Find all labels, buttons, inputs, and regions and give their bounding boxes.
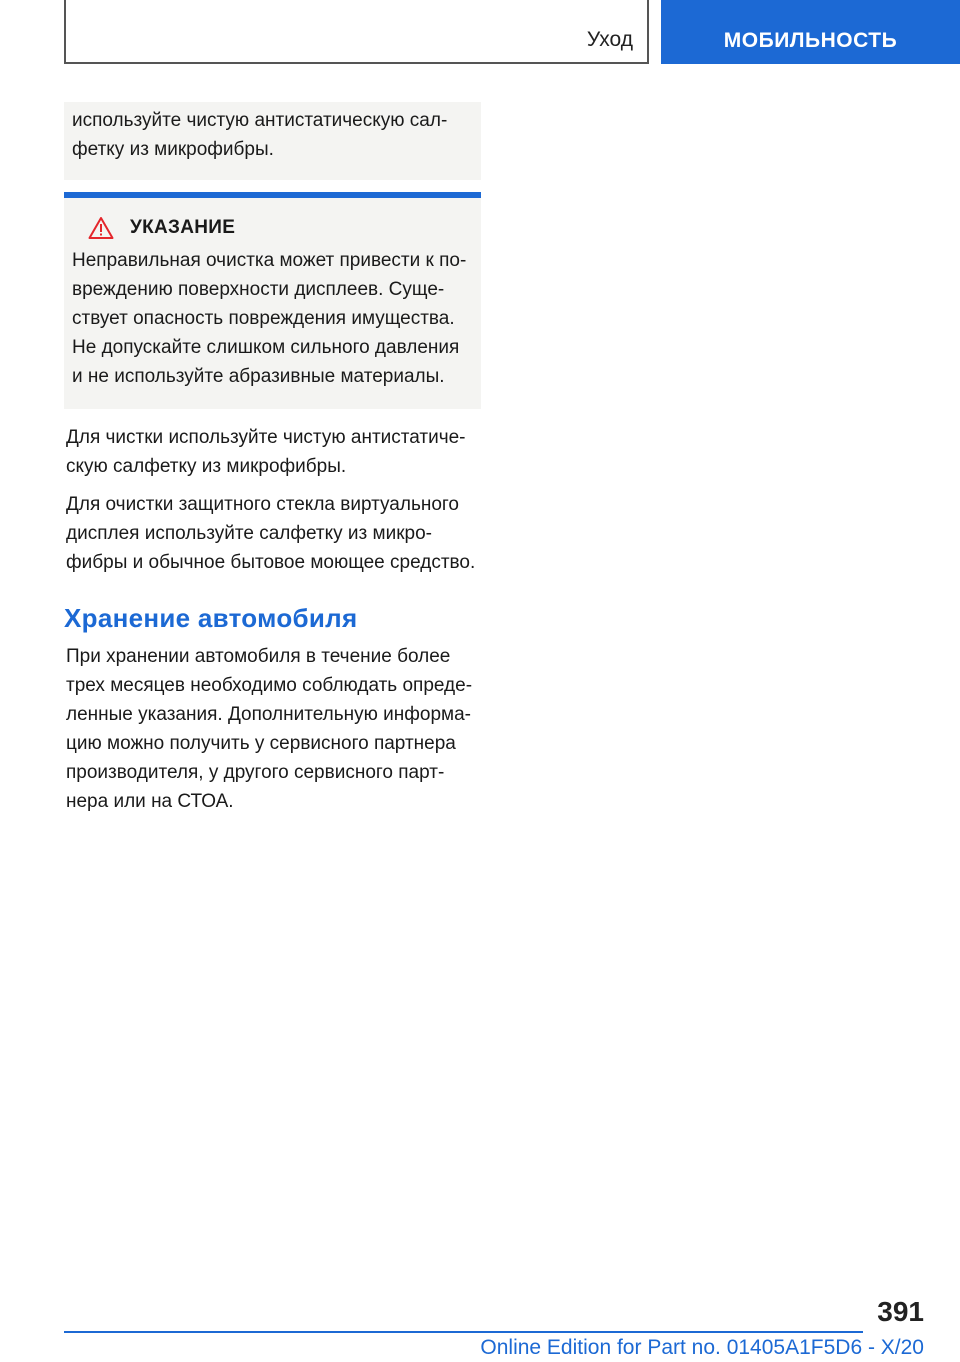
intro-text: используйте чистую антистатическую сал- фетку из микрофибры. bbox=[72, 110, 448, 160]
page-number: 391 bbox=[877, 1296, 924, 1327]
warning-text: Неправильная очистка может привести к по- вреждению поверхности дисплеев. Суще- ствует опасность повреждения имущества. Не допускайте слишком сильного давления и не используйте абразивные материалы. bbox=[72, 250, 467, 387]
footer-edition-link[interactable]: Online Edition for Part no. 01405A1F5D6 - X/20 bbox=[480, 1336, 924, 1359]
header-section-box bbox=[64, 0, 649, 64]
header-section-title: Уход bbox=[586, 28, 633, 51]
main-column bbox=[64, 102, 481, 816]
paragraph-cleaning: Для чистки используйте чистую антистатиче- скую салфетку из микрофибры. bbox=[66, 427, 466, 477]
warning-title: УКАЗАНИЕ bbox=[130, 217, 236, 238]
header-chapter-tab[interactable]: МОБИЛЬНОСТЬ bbox=[661, 0, 960, 64]
section-text: При хранении автомобиля в течение более трех месяцев необходимо соблюдать опреде- ленные указания. Дополнительную информа- цию можно получить у сервисного партнера производителя, у другого сервисного парт- нера или на СТОА. bbox=[66, 646, 473, 812]
paragraph-virtual-display: Для очистки защитного стекла виртуального дисплея используйте салфетку из микро- фибры и обычное бытовое моющее средство. bbox=[66, 494, 476, 573]
section-title: Хранение автомобиля bbox=[64, 603, 358, 633]
warning-header bbox=[72, 216, 469, 240]
intro-box bbox=[64, 102, 481, 180]
warning-box bbox=[64, 192, 481, 409]
warning-triangle-icon bbox=[88, 216, 114, 240]
footer-divider bbox=[64, 1331, 863, 1333]
